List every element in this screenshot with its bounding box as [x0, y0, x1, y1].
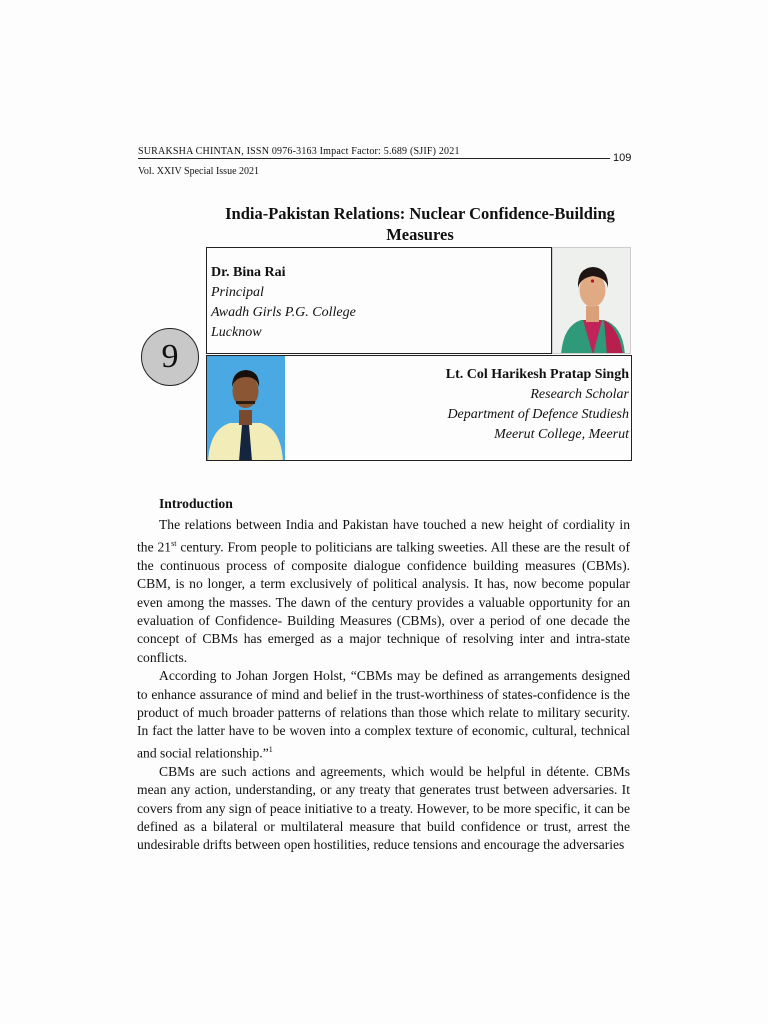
paragraph-2	[137, 667, 630, 763]
section-heading-introduction: Introduction	[159, 496, 233, 511]
author-1-city: Lucknow	[211, 325, 262, 340]
author-1-name: Dr. Bina Rai	[211, 265, 286, 280]
paragraph-1-part-b: century. From people to politicians are talking sweeties. All these are the result of the continuous process of composite dialogue confidence building measures (CBMs). CBM, is no longer, a term exclusively of political analysis. It has, now become popular even among the masses. The dawn of the century provides a valuable opportunity for an evaluation of Confidence- Building Measures (CBMs), over a period of one decade the concept of CBMs has emerged as a major technique of resolving inter and intra-state conflicts.	[137, 539, 631, 665]
ordinal-superscript: st	[171, 538, 177, 548]
article-title	[200, 203, 640, 245]
paragraph-2-text: According to Johan Jorgen Holst, “CBMs may be defined as arrangements designed to enhance assurance of mind and belief in the trust-worthiness of states-confidence is the product of much broader patterns of relations than those which relate to military security. In fact the latter have to be woven into a complex texture of economic, cultural, technical and social relationship.”	[137, 668, 630, 761]
title-line-2: Measures	[386, 225, 454, 244]
author-1-portrait	[553, 248, 631, 354]
chapter-number-badge: 9	[141, 328, 199, 386]
header-rule	[138, 158, 610, 159]
author-2-department: Department of Defence Studiesh	[447, 407, 629, 422]
author-1-institution: Awadh Girls P.G. College	[211, 305, 356, 320]
author-2-institution: Meerut College, Meerut	[494, 427, 629, 442]
author-box-2	[206, 355, 632, 461]
author-1-photo	[552, 247, 631, 354]
volume-line: Vol. XXIV Special Issue 2021	[138, 166, 260, 177]
paragraph-1-part-a: The relations between India and Pakistan have touched a new height of cordiality in the 21	[137, 517, 630, 555]
title-line-1: India-Pakistan Relations: Nuclear Confidence-Building	[225, 204, 615, 223]
author-2-name: Lt. Col Harikesh Pratap Singh	[445, 367, 629, 382]
article-body	[137, 495, 630, 855]
page-number: 109	[613, 152, 632, 164]
author-2-role: Research Scholar	[530, 387, 629, 402]
paragraph-1	[137, 516, 630, 667]
author-1-role: Principal	[211, 285, 264, 300]
author-1-details	[211, 263, 356, 343]
author-box-1	[206, 247, 552, 354]
author-2-details	[446, 365, 629, 445]
footnote-ref-1: 1	[268, 744, 273, 754]
journal-header: SURAKSHA CHINTAN, ISSN 0976-3163 Impact Factor: 5.689 (SJIF) 2021	[138, 146, 460, 157]
paragraph-3: CBMs are such actions and agreements, which would be helpful in détente. CBMs mean any action, understanding, or any treaty that generates trust between adversaries. It covers from any sign of peace initiative to a treaty. However, to be more specific, it can be defined as a bilateral or multilateral measure that build confidence or trust, arrest the undesirable drifts between open hostilities, reduce tensions and encourage the adversaries	[137, 763, 630, 853]
